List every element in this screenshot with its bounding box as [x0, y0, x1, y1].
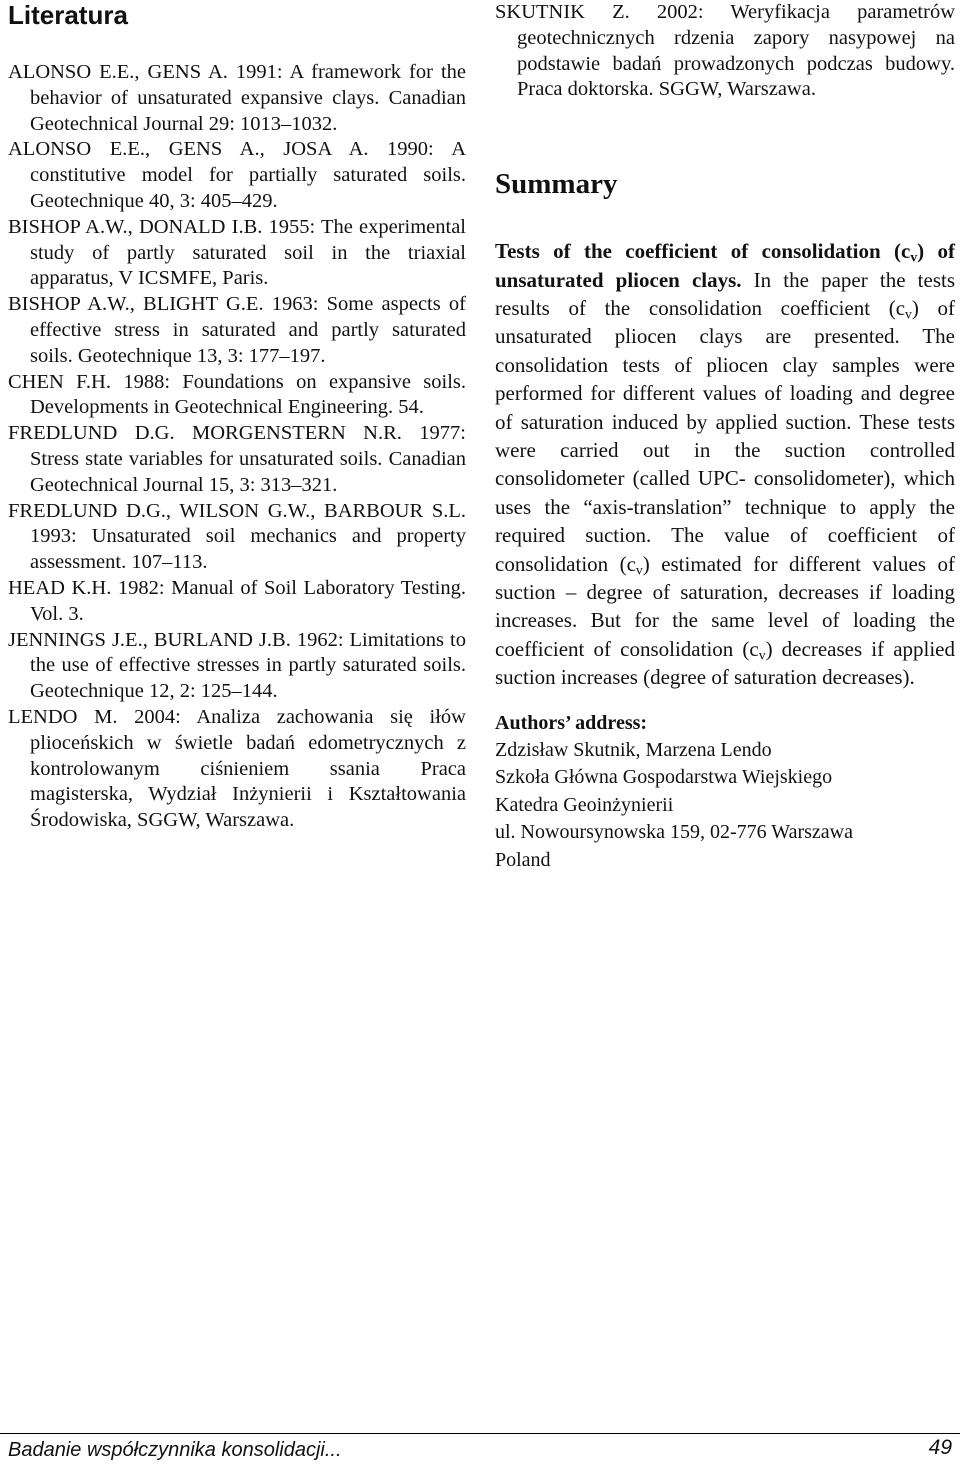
summary-article-title: Tests of the coefficient of consolidation $(c_v)$ of unsaturated pliocen clays. — [495, 239, 955, 292]
right-column — [495, 0, 955, 875]
reference-entry: HEAD K.H. 1982: Manual of Soil Laboratory Testing. Vol. 3. — [8, 576, 466, 625]
address-line: Poland — [495, 849, 551, 872]
reference-entry: FREDLUND D.G. MORGENSTERN N.R. 1977: Stress state variables for unsaturated soils. Canadian Geotechnical Journal 15, 3: 313–321. — [8, 422, 466, 496]
reference-entry: LENDO M. 2004: Analiza zachowania się iłów plioceńskich w świetle badań edometrycznych z kontrolowanym ciśnieniem ssania Praca magisterska, Wydział Inżynierii i Kształtowania Środowiska, SGGW, Warszawa. — [8, 705, 466, 832]
left-column — [8, 0, 466, 834]
reference-entry: BISHOP A.W., DONALD I.B. 1955: The experimental study of partly saturated soil in the triaxial apparatus, V ICSMFE, Paris. — [8, 215, 466, 290]
address-line: ul. Nowoursynowska 159, 02-776 Warszawa — [495, 821, 853, 844]
references-heading: Literatura — [8, 0, 128, 30]
address-line: Szkoła Główna Gospodarstwa Wiejskiego — [495, 766, 833, 789]
reference-entry-continued: SKUTNIK Z. 2002: Weryfikacja parametrów geotechnicznych rdzenia zapory nasypowej na podstawie badań prowadzonych podczas budowy. Praca doktorska. SGGW, Warszawa. — [495, 1, 955, 101]
reference-entry: ALONSO E.E., GENS A., JOSA A. 1990: A constitutive model for partially saturated soils. Geotechnique 40, 3: 405–429. — [8, 138, 466, 212]
reference-entry: ALONSO E.E., GENS A. 1991: A framework for the behavior of unsaturated expansive clays. Canadian Geotechnical Journal 29: 1013–1032. — [8, 61, 466, 135]
address-line: Katedra Geoinżynierii — [495, 793, 674, 816]
summary-heading: Summary — [495, 168, 618, 201]
footer-rule — [0, 1433, 960, 1434]
reference-entry: CHEN F.H. 1988: Foundations on expansive soils. Developments in Geotechnical Engineering. 54. — [8, 370, 466, 419]
address-line: Zdzisław Skutnik, Marzena Lendo — [495, 738, 772, 761]
summary-paragraph: Tests of the coefficient of consolidation $(c_v)$ of unsaturated pliocen clays. In the paper the tests results of the consolidation coefficient $(c_v)$ of unsaturated pliocen clays are presented. The consolidation tests of pliocen clay samples were performed for different values of loading and degree of saturation induced by applied suction. These tests were carried out in the suction controlled consolidometer (called UPC- consolidometer), which uses the “axis-translation” technique to apply the required suction. The value of coefficient of consolidation $(c_v)$ estimated for different values of suction – degree of saturation, decreases if loading increases. But for the same level of loading the coefficient of consolidation $(c_v)$ decreases if applied suction increases (degree of saturation decreases). — [495, 239, 956, 690]
authors-address-heading: Authors’ address: — [495, 711, 648, 734]
reference-entry: JENNINGS J.E., BURLAND J.B. 1962: Limitations to the use of effective stresses in partly saturated soils. Geotechnique 12, 2: 125–144. — [8, 628, 466, 703]
reference-entry: FREDLUND D.G., WILSON G.W., BARBOUR S.L. 1993: Unsaturated soil mechanics and property assessment. 107–113. — [8, 499, 466, 574]
reference-entry: BISHOP A.W., BLIGHT G.E. 1963: Some aspects of effective stress in saturated and partly saturated soils. Geotechnique 13, 3: 177–197. — [8, 293, 466, 367]
running-title: Badanie współczynnika konsolidacji... — [8, 1439, 342, 1461]
reference-list — [8, 60, 466, 834]
page-number: 49 — [928, 1436, 952, 1459]
